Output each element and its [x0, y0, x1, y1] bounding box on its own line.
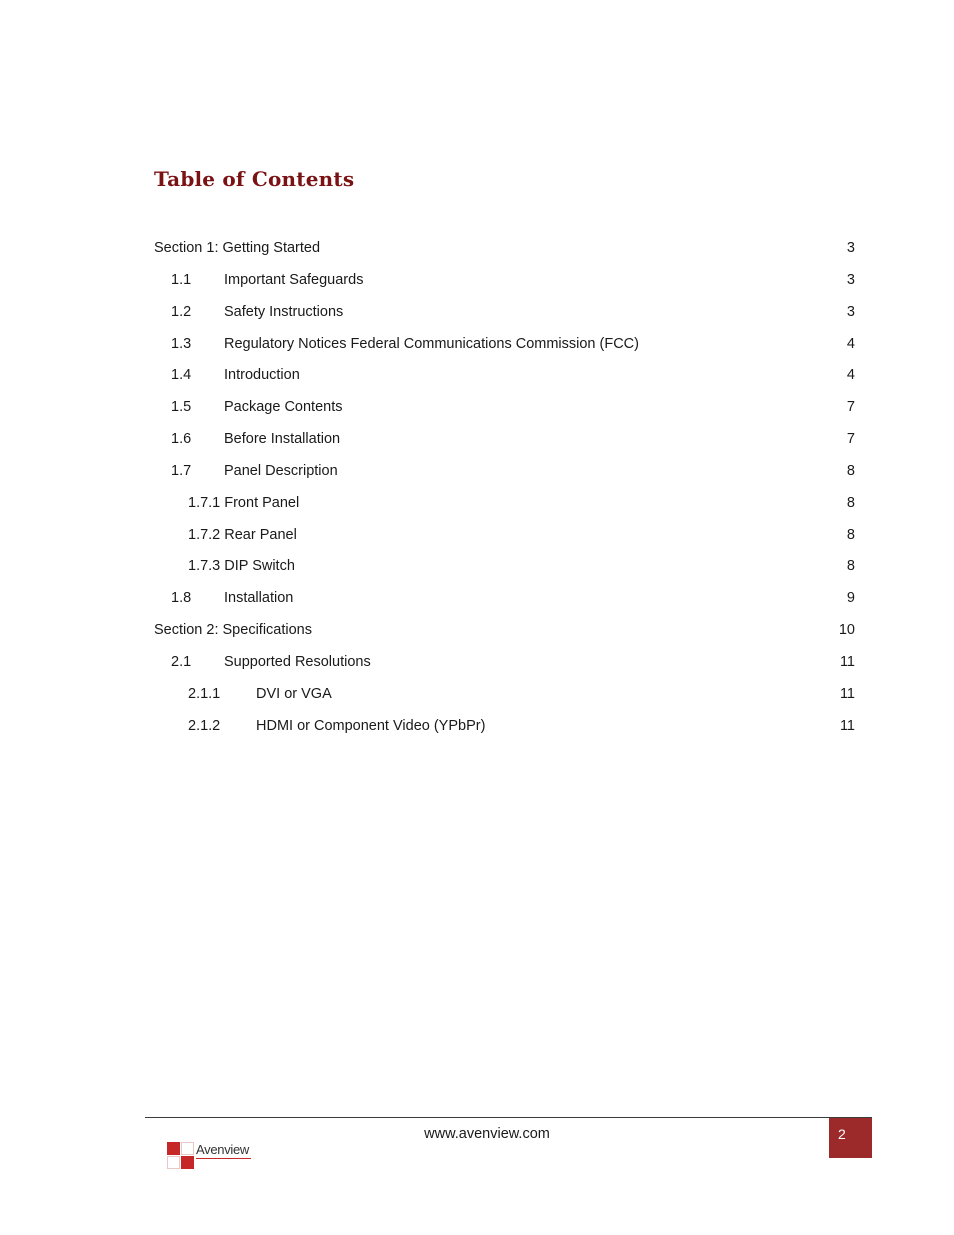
toc-entry-page: 7 [846, 399, 855, 416]
toc-entry[interactable] [154, 270, 855, 302]
toc-entry-title: Important Safeguards [224, 271, 364, 288]
toc-entry-number: 1.7.1 [188, 494, 221, 511]
toc-entry[interactable] [154, 716, 855, 748]
toc-entry-number: 1.7 [171, 462, 192, 479]
toc-entry-title: Before Installation [224, 431, 341, 448]
toc-entry-number: 1.1 [171, 271, 192, 288]
toc-entry-title: Safety Instructions [224, 303, 344, 320]
toc-entry-number: 1.8 [171, 590, 192, 607]
logo-square-icon [167, 1156, 180, 1169]
toc-entry[interactable] [154, 493, 855, 525]
toc-entry-page: 3 [846, 303, 855, 320]
toc-entry[interactable] [154, 620, 855, 652]
toc-entry-page: 7 [846, 431, 855, 448]
toc-entry[interactable] [154, 397, 855, 429]
toc-entry-title: DIP Switch [224, 558, 295, 575]
toc-entry-title: Supported Resolutions [224, 653, 371, 670]
toc-entry-title: Package Contents [224, 399, 343, 416]
toc-entry-title: Section 2: Specifications [154, 622, 312, 639]
toc-entry[interactable] [154, 461, 855, 493]
page-number: 2 [838, 1126, 846, 1142]
toc-entry[interactable] [154, 365, 855, 397]
table-of-contents [154, 238, 855, 748]
toc-entry[interactable] [154, 588, 855, 620]
toc-entry-title: Installation [224, 590, 294, 607]
toc-entry-page: 4 [846, 367, 855, 384]
toc-entry-page: 4 [846, 335, 855, 352]
toc-entry-page: 11 [839, 653, 855, 670]
toc-entry-number: 2.1.2 [188, 717, 221, 734]
toc-entry-page: 8 [846, 526, 855, 543]
footer-website-link[interactable]: www.avenview.com [424, 1126, 550, 1142]
toc-entry-number: 1.7.2 [188, 526, 221, 543]
toc-entry-number: 1.7.3 [188, 558, 221, 575]
toc-entry-page: 11 [839, 685, 855, 702]
toc-entry[interactable] [154, 334, 855, 366]
toc-entry-number: 2.1.1 [188, 685, 221, 702]
toc-entry[interactable] [154, 429, 855, 461]
toc-entry-page: 11 [839, 717, 855, 734]
toc-entry-page: 8 [846, 462, 855, 479]
toc-entry-number: 1.4 [171, 367, 192, 384]
logo-wordmark: Avenview [196, 1142, 250, 1157]
toc-entry-page: 8 [846, 494, 855, 511]
toc-entry-number: 1.2 [171, 303, 192, 320]
logo-square-icon [167, 1142, 180, 1155]
toc-entry-page: 8 [846, 558, 855, 575]
toc-entry-page: 3 [846, 240, 855, 256]
logo-square-icon [181, 1142, 194, 1155]
toc-entry-title: Regulatory Notices Federal Communications Commission (FCC) [224, 335, 639, 352]
logo-square-icon [181, 1156, 194, 1169]
toc-entry-title: DVI or VGA [256, 685, 332, 702]
footer-divider [145, 1117, 872, 1118]
toc-entry[interactable] [154, 556, 855, 588]
toc-entry-number: 1.5 [171, 399, 192, 416]
toc-entry[interactable] [154, 302, 855, 334]
toc-entry-title: Introduction [224, 367, 300, 384]
toc-entry-title: Rear Panel [224, 526, 297, 543]
toc-entry-title: Section 1: Getting Started [154, 240, 321, 256]
toc-entry-number: 1.6 [171, 431, 192, 448]
page-number-badge [829, 1118, 872, 1158]
toc-entry[interactable] [154, 238, 855, 270]
toc-entry-number: 2.1 [171, 653, 192, 670]
toc-entry[interactable] [154, 684, 855, 716]
page-title: Table of Contents [154, 167, 355, 191]
toc-entry[interactable] [154, 525, 855, 557]
toc-entry-title: Front Panel [224, 494, 300, 511]
toc-entry-page: 9 [846, 590, 855, 607]
toc-entry-page: 10 [838, 622, 855, 639]
toc-entry[interactable] [154, 652, 855, 684]
logo-underline [196, 1158, 251, 1159]
toc-entry-title: Panel Description [224, 462, 338, 479]
toc-entry-title: HDMI or Component Video (YPbPr) [256, 717, 486, 734]
toc-entry-number: 1.3 [171, 335, 192, 352]
toc-entry-page: 3 [846, 271, 855, 288]
avenview-logo [164, 1139, 264, 1183]
